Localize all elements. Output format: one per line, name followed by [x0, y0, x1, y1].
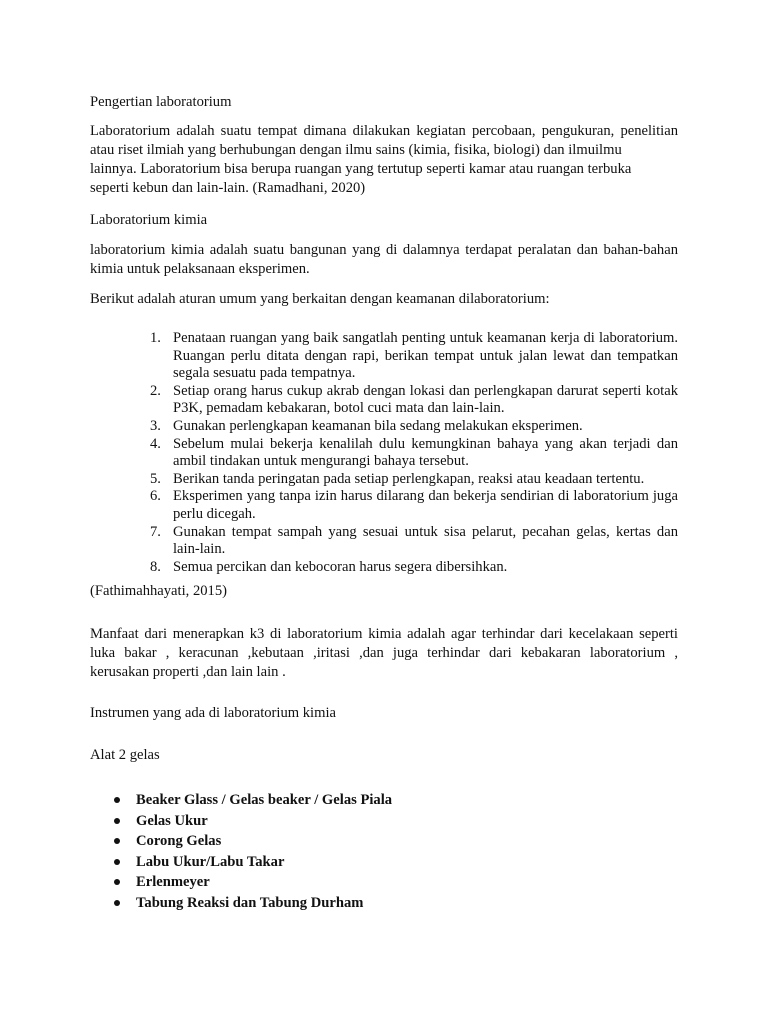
glass-tools-list — [114, 790, 392, 914]
list-number: 5. — [150, 470, 161, 487]
citation-rules: (Fathimahhayati, 2015) — [90, 583, 227, 599]
bullet-icon — [114, 797, 120, 803]
list-item — [150, 488, 678, 523]
list-item — [114, 872, 392, 893]
list-item — [150, 436, 678, 471]
list-item-text: Sebelum mulai bekerja kenalilah dulu kemungkinan bahaya yang akan terjadi dan ambil tindakan untuk mengurangi bahaya tersebut. — [173, 435, 678, 470]
list-number: 6. — [150, 488, 161, 505]
heading-instrumen: Instrumen yang ada di laboratorium kimia — [90, 705, 336, 721]
list-number: 3. — [150, 417, 161, 434]
list-item-text: Setiap orang harus cukup akrab dengan lokasi dan perlengkapan darurat seperti kotak P3K, pemadam kebakaran, botol cuci mata dan lain-lain. — [173, 382, 678, 417]
heading-laboratorium-kimia: Laboratorium kimia — [90, 212, 208, 228]
list-item — [150, 418, 678, 436]
paragraph-manfaat — [90, 625, 678, 682]
paragraph-line: Manfaat dari menerapkan k3 di laboratorium kimia adalah agar terhindar dari kecelakaan seperti — [90, 626, 678, 642]
list-item-text: Labu Ukur/Labu Takar — [136, 853, 285, 870]
heading-pengertian: Pengertian laboratorium — [90, 94, 232, 110]
paragraph-pengertian — [90, 122, 678, 198]
bullet-icon — [114, 838, 120, 844]
list-item — [150, 559, 678, 577]
paragraph-line: atau riset ilmiah yang berhubungan dengan ilmu sains (kimia, fisika, biologi) dan ilmuilmu — [90, 142, 622, 158]
paragraph-line: Laboratorium adalah suatu tempat dimana dilakukan kegiatan percobaan, pengukuran, penelitian — [90, 123, 678, 139]
intro-rules: Berikut adalah aturan umum yang berkaitan dengan keamanan dilaboratorium: — [90, 291, 550, 307]
list-number: 8. — [150, 558, 161, 575]
list-item-text: Erlenmeyer — [136, 874, 210, 891]
list-item-text: Gunakan tempat sampah yang sesuai untuk sisa pelarut, pecahan gelas, kertas dan lain-lain. — [173, 523, 678, 558]
list-item — [150, 383, 678, 418]
paragraph-line: luka bakar , keracunan ,kebutaan ,iritasi ,dan juga terhindar dari kebakaran laboratorium , — [90, 645, 678, 661]
paragraph-laboratorium-kimia — [90, 241, 678, 279]
bullet-icon — [114, 818, 120, 824]
heading-alat-gelas: Alat 2 gelas — [90, 747, 160, 763]
paragraph-line: seperti kebun dan lain-lain. (Ramadhani, 2020) — [90, 180, 366, 196]
list-number: 1. — [150, 330, 161, 346]
list-item — [114, 893, 392, 914]
list-number: 2. — [150, 382, 161, 399]
list-item-text: Beaker Glass / Gelas beaker / Gelas Piala — [136, 792, 393, 808]
list-item-text: Berikan tanda peringatan pada setiap perlengkapan, reaksi atau keadaan tertentu. — [173, 470, 645, 487]
bullet-icon — [114, 859, 120, 865]
list-item-text: Gunakan perlengkapan keamanan bila sedang melakukan eksperimen. — [173, 417, 583, 434]
list-item — [114, 852, 392, 873]
list-item — [150, 330, 678, 383]
paragraph-line: lainnya. Laboratorium bisa berupa ruangan yang tertutup seperti kamar atau ruangan terbuka — [90, 161, 632, 177]
list-item — [150, 471, 678, 489]
safety-rules-list — [150, 330, 678, 576]
list-item-text: Corong Gelas — [136, 833, 222, 850]
list-number: 4. — [150, 435, 161, 452]
list-item-text: Eksperimen yang tanpa izin harus dilarang dan bekerja sendirian di laboratorium juga perlu dicegah. — [173, 488, 678, 522]
list-item-text: Tabung Reaksi dan Tabung Durham — [136, 894, 364, 911]
list-item-text: Penataan ruangan yang baik sangatlah penting untuk keamanan kerja di laboratorium. Ruangan perlu ditata dengan rapi, berikan tempat untuk jalan lewat dan tempatkan segala sesuatu pada tempatnya. — [173, 330, 678, 382]
list-item — [114, 811, 392, 832]
list-item-text: Semua percikan dan kebocoran harus segera dibersihkan. — [173, 558, 508, 575]
paragraph-line: laboratorium kimia adalah suatu bangunan yang di dalamnya terdapat peralatan dan bahan-bahan — [90, 242, 678, 258]
paragraph-line: kerusakan properti ,dan lain lain . — [90, 664, 286, 680]
list-item-text: Gelas Ukur — [136, 812, 208, 829]
list-item — [114, 831, 392, 852]
list-number: 7. — [150, 523, 161, 540]
list-item — [150, 524, 678, 559]
paragraph-line: kimia untuk pelaksanaan eksperimen. — [90, 261, 310, 277]
bullet-icon — [114, 900, 120, 906]
bullet-icon — [114, 879, 120, 885]
list-item — [114, 790, 392, 811]
